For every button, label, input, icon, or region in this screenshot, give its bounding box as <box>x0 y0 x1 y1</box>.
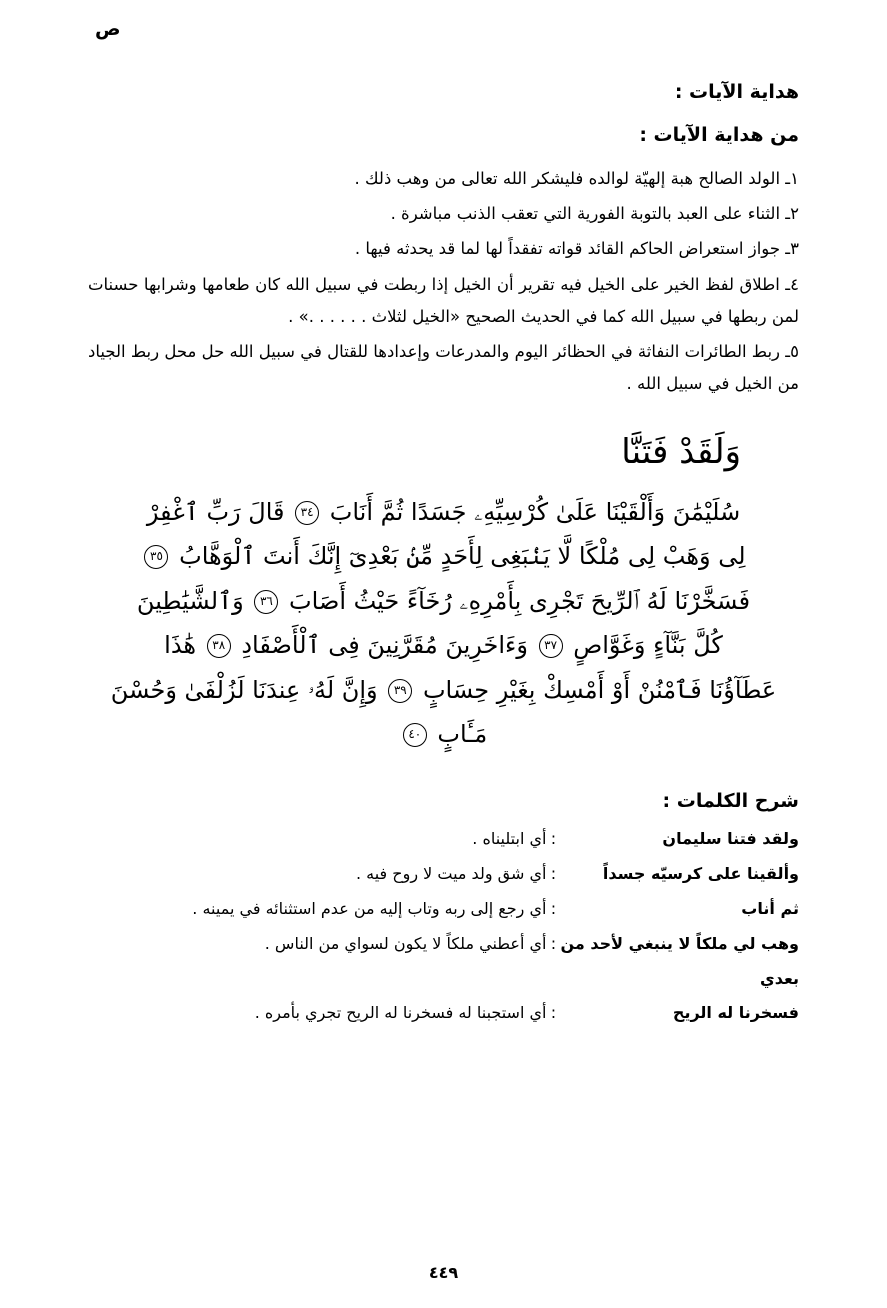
quran-line <box>88 579 799 623</box>
ayah-number: ٤٠ <box>403 723 427 747</box>
table-row <box>88 892 799 927</box>
glossary-term: ثم أناب <box>741 899 799 919</box>
quran-text: عَطَآؤُنَا فَٱمْنُنْ أَوْ أَمْسِكْ بِغَيْرِ حِسَابٍ <box>422 675 777 704</box>
quran-text: فَسَخَّرْنَا لَهُ ٱلرِّيحَ تَجْرِى بِأَمْرِهِۦ رُخَآءً حَيْثُ أَصَابَ <box>289 586 751 615</box>
glossary-heading: شرح الكلمات : <box>662 790 799 813</box>
glossary-definition <box>88 962 546 997</box>
glossary-colon: : <box>550 1003 557 1023</box>
guidance-subheading: من هداية الآيات : <box>639 123 799 146</box>
table-row <box>88 927 799 962</box>
glossary-term: فسخرنا له الريح <box>672 1003 799 1023</box>
glossary-term: وهب لي ملكاً لا ينبغي لأحد من <box>560 933 799 953</box>
guidance-heading: هداية الآيات : <box>674 81 799 103</box>
glossary-term: وألقينا على كرسيّه جسداً <box>602 864 799 884</box>
list-item: ٣ـ جواز استعراض الحاكم القائد قواته تفقداً لها لما قد يحدثه فيها . <box>354 239 799 259</box>
glossary-colon: : <box>550 899 557 919</box>
glossary-colon: : <box>550 829 557 849</box>
page-content <box>88 78 799 1031</box>
list-item: ٥ـ ربط الطائرات النفاثة في الحظائر اليوم والمدرعات وإعدادها للقتال في سبيل الله حل محل ربط الجياد من الخيل في سبيل الله . <box>88 341 799 394</box>
quran-line <box>88 623 799 667</box>
table-row <box>88 857 799 892</box>
glossary-colon-empty <box>546 962 560 997</box>
quran-text: لِى وَهَبْ لِى مُلْكًا لَّا يَنۢبَغِى لِأَحَدٍ مِّنۢ بَعْدِىٓ إِنَّكَ أَنتَ ٱلْوَهَّابُ <box>179 542 746 571</box>
glossary-definition: أي أعطني ملكاً لا يكون لسواي من الناس . <box>264 933 547 953</box>
quran-text: وَءَاخَرِينَ مُقَرَّنِينَ فِى ٱلْأَصْفَادِ <box>241 631 528 660</box>
quran-line <box>88 490 799 534</box>
glossary-definition: أي ابتليناه . <box>472 829 547 849</box>
glossary-definition: أي استجبنا له فسخرنا له الريح تجري بأمره . <box>254 1003 547 1023</box>
ayah-number: ٣٦ <box>254 590 278 614</box>
ayah-number: ٣٤ <box>295 501 319 525</box>
ayah-number: ٣٥ <box>144 545 168 569</box>
quran-text: وَإِنَّ لَهُۥ عِندَنَا لَزُلْفَىٰ وَحُسْنَ <box>110 675 378 704</box>
quran-verse-block <box>88 430 799 756</box>
list-item: ١ـ الولد الصالح هبة إلهيّة لوالده فليشكر الله تعالى من وهب ذلك . <box>354 169 799 188</box>
quran-line <box>88 534 799 578</box>
quran-opening-phrase: وَلَقَدْ فَتَنَّا <box>621 432 741 473</box>
table-row <box>88 822 799 857</box>
glossary-table <box>88 822 799 1031</box>
quran-text: هَٰذَا <box>164 631 197 660</box>
glossary-colon: : <box>550 933 557 953</box>
quran-text: قَالَ رَبِّ ٱغْفِرْ <box>146 498 285 527</box>
glossary-definition: أي شق ولد ميت لا روح فيه . <box>355 864 547 884</box>
quran-text: سُلَيْمَٰنَ وَأَلْقَيْنَا عَلَىٰ كُرْسِيِّهِۦ جَسَدًا ثُمَّ أَنَابَ <box>329 498 741 527</box>
ayah-number: ٣٧ <box>539 634 563 658</box>
page-number: ٤٤٩ <box>428 1263 459 1282</box>
table-row <box>88 962 799 997</box>
glossary-colon: : <box>550 864 557 884</box>
ayah-number: ٣٨ <box>207 634 231 658</box>
list-item: ٢ـ الثناء على العبد بالتوبة الفورية التي تعقب الذنب مباشرة . <box>390 204 799 224</box>
ayah-number: ٣٩ <box>388 679 412 703</box>
quran-text: وَٱلشَّيَٰطِينَ <box>136 586 244 615</box>
glossary-term-continuation: بعدي <box>760 968 799 988</box>
quran-text: مَـَٔابٍ <box>437 720 488 749</box>
sura-marker: ص <box>95 18 121 40</box>
quran-line <box>88 668 799 712</box>
quran-line <box>88 712 799 756</box>
glossary-term: ولقد فتنا سليمان <box>662 829 799 849</box>
list-item: ٤ـ اطلاق لفظ الخير على الخيل فيه تقرير أن الخيل إذا ربطت في سبيل الله كان طعامها وشرابها حسنات لمن ربطها في سبيل الله كما في الحديث الصحيح «الخيل لثلاث . . . . . .» . <box>88 274 799 326</box>
guidance-points-list <box>88 163 799 400</box>
quran-lines <box>88 490 799 756</box>
table-row <box>88 996 799 1031</box>
quran-text: كُلَّ بَنَّآءٍ وَغَوَّاصٍ <box>573 631 723 660</box>
glossary-definition: أي رجع إلى ربه وتاب إليه من عدم استثنائه في يمينه . <box>192 899 547 919</box>
